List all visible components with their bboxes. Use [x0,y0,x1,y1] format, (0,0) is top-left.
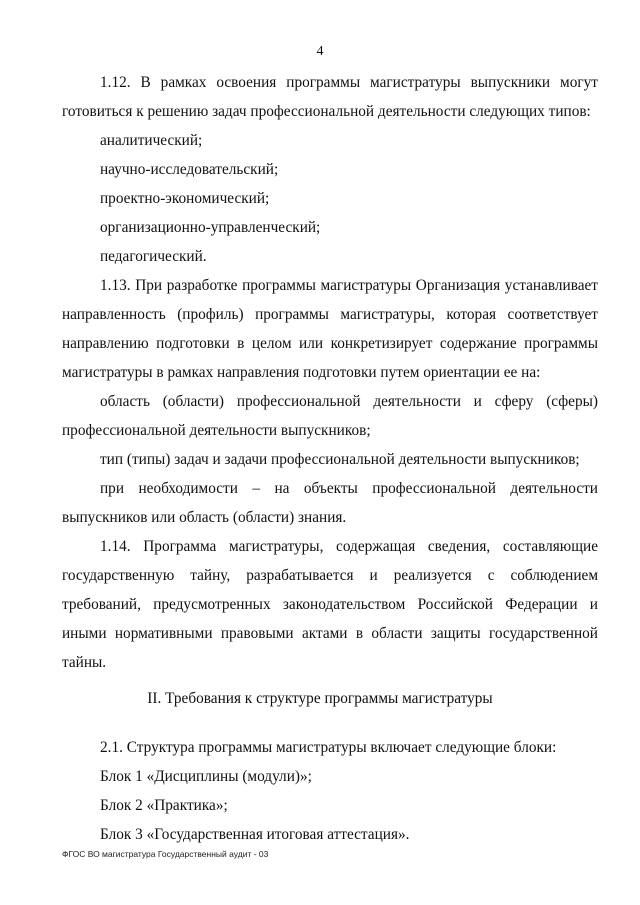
paragraph-2-1: 2.1. Структура программы магистратуры включает следующие блоки: [100,739,557,756]
orientation-item: тип (типы) задач и задачи профессиональной деятельности выпускников; [100,451,580,468]
document-footer: ФГОС ВО магистратура Государственный аудит - 03 [62,849,269,859]
page-number: 4 [316,44,324,59]
paragraph-1-14: 1.14. Программа магистратуры, содержащая сведения, составляющие государственную тайну, разрабатывается и реализуется с соблюдением требований, предусмотренных законодательством Российской Федерации и иными нормативными правовыми актами в области защиты государственной тайны. [62,538,598,671]
section-2-heading: II. Требования к структуре программы магистратуры [147,690,493,707]
section-1-body [62,68,598,677]
type-item: научно-исследовательский; [100,161,279,178]
type-item: педагогический. [100,248,207,265]
block-item: Блок 3 «Государственная итоговая аттестация». [100,826,410,843]
paragraph-1-12: 1.12. В рамках освоения программы магистратуры выпускники могут готовиться к решению задач профессиональной деятельности следующих типов: [62,74,598,120]
section-2-body [62,733,598,849]
type-item: проектно-экономический; [100,190,270,207]
orientation-item: при необходимости – на объекты профессиональной деятельности выпускников или область (области) знания. [62,480,598,526]
block-item: Блок 1 «Дисциплины (модули)»; [100,768,312,785]
paragraph-1-13: 1.13. При разработке программы магистратуры Организация устанавливает направленность (профиль) программы магистратуры, которая соответствует направлению подготовки в целом или конкретизирует содержание программы магистратуры в рамках направления подготовки путем ориентации ее на: [62,277,598,381]
orientation-item: область (области) профессиональной деятельности и сферу (сферы) профессиональной деятельности выпускников; [62,393,598,439]
block-item: Блок 2 «Практика»; [100,797,228,814]
type-item: аналитический; [100,132,203,149]
type-item: организационно-управленческий; [100,219,321,236]
